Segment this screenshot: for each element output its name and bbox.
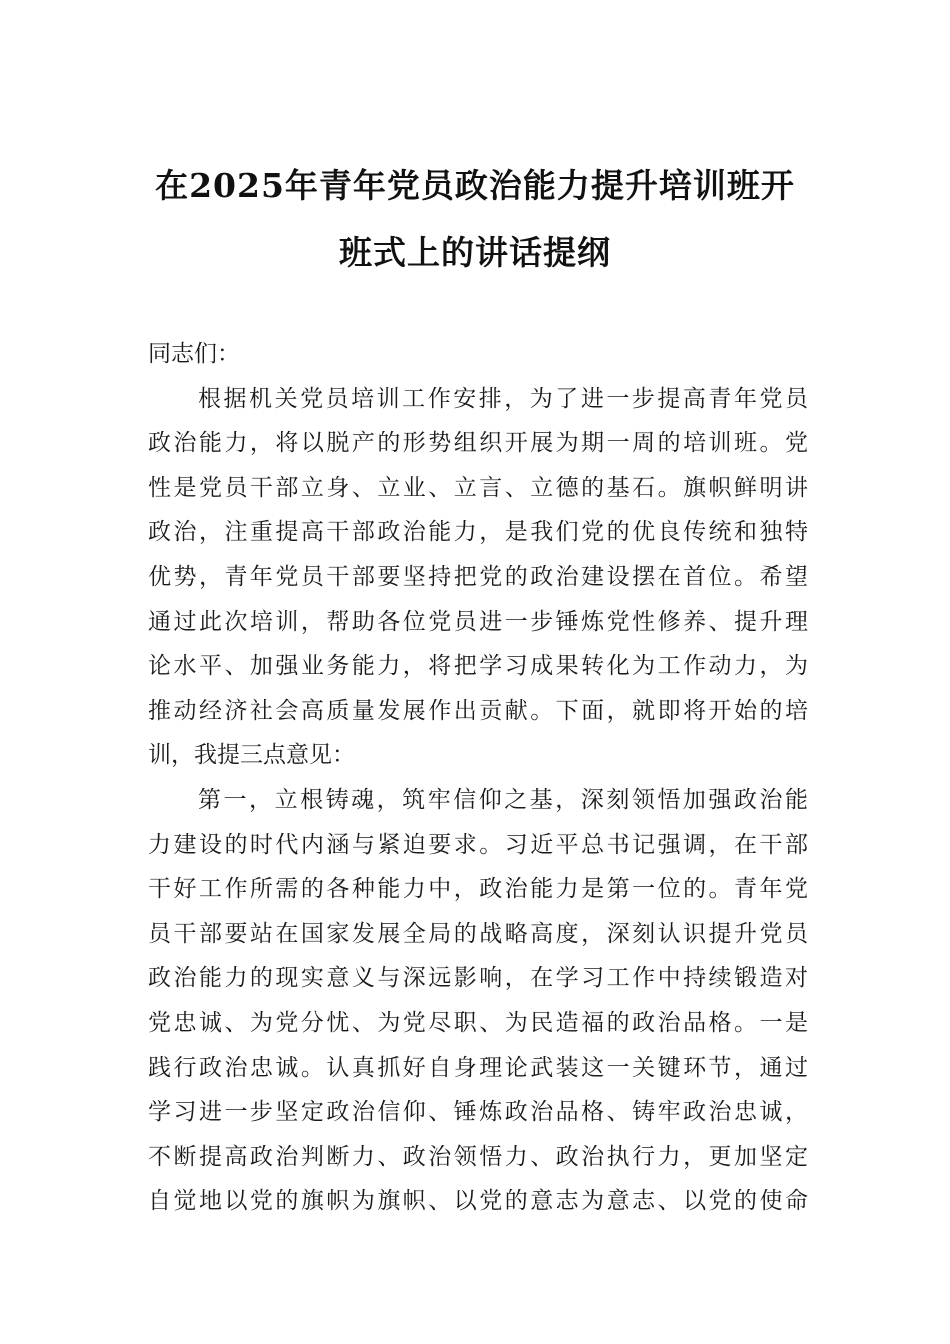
paragraph-1 [148,377,808,778]
paragraph-line: 员干部要站在国家发展全局的战略高度，深刻认识提升党员 [148,920,808,947]
paragraph-line: 学习进一步坚定政治信仰、锤炼政治品格、铸牢政治忠诚， [148,1099,808,1126]
salutation: 同志们： [148,341,240,367]
document-title-line-2: 班式上的讲话提纲 [339,233,611,272]
paragraph-line: 政治，注重提高干部政治能力，是我们党的优良传统和独特 [148,519,808,546]
paragraph-line: 通过此次培训，帮助各位党员进一步锤炼党性修养、提升理 [148,608,808,635]
paragraph-line: 践行政治忠诚。认真抓好自身理论武装这一关键环节，通过 [148,1054,808,1081]
paragraph-line: 力建设的时代内涵与紧迫要求。习近平总书记强调，在干部 [148,831,808,858]
document-body [148,332,808,1224]
paragraph-line: 性是党员干部立身、立业、立言、立德的基石。旗帜鲜明讲 [148,474,808,501]
paragraph-line: 训，我提三点意见： [148,742,355,769]
paragraph-line: 优势，青年党员干部要坚持把党的政治建设摆在首位。希望 [148,563,808,590]
paragraph-line: 不断提高政治判断力、政治领悟力、政治执行力，更加坚定 [148,1143,808,1170]
document-title-line-1: 在2025年青年党员政治能力提升培训班开 [155,166,795,205]
paragraph-line: 论水平、加强业务能力，将把学习成果转化为工作动力，为 [148,653,808,680]
paragraph-line: 政治能力，将以脱产的形势组织开展为期一周的培训班。党 [148,430,808,457]
paragraph-line: 干好工作所需的各种能力中，政治能力是第一位的。青年党 [148,876,808,903]
paragraph-line: 党忠诚、为党分忧、为党尽职、为民造福的政治品格。一是 [148,1009,808,1036]
paragraph-2 [148,778,808,1224]
paragraph-line: 第一，立根铸魂，筑牢信仰之基，深刻领悟加强政治能 [198,786,808,813]
paragraph-line: 自觉地以党的旗帜为旗帜、以党的意志为意志、以党的使命 [148,1188,808,1215]
paragraph-line: 政治能力的现实意义与深远影响，在学习工作中持续锻造对 [148,965,808,992]
paragraph-line: 根据机关党员培训工作安排，为了进一步提高青年党员 [198,385,808,412]
paragraph-line: 推动经济社会高质量发展作出贡献。下面，就即将开始的培 [148,697,808,724]
